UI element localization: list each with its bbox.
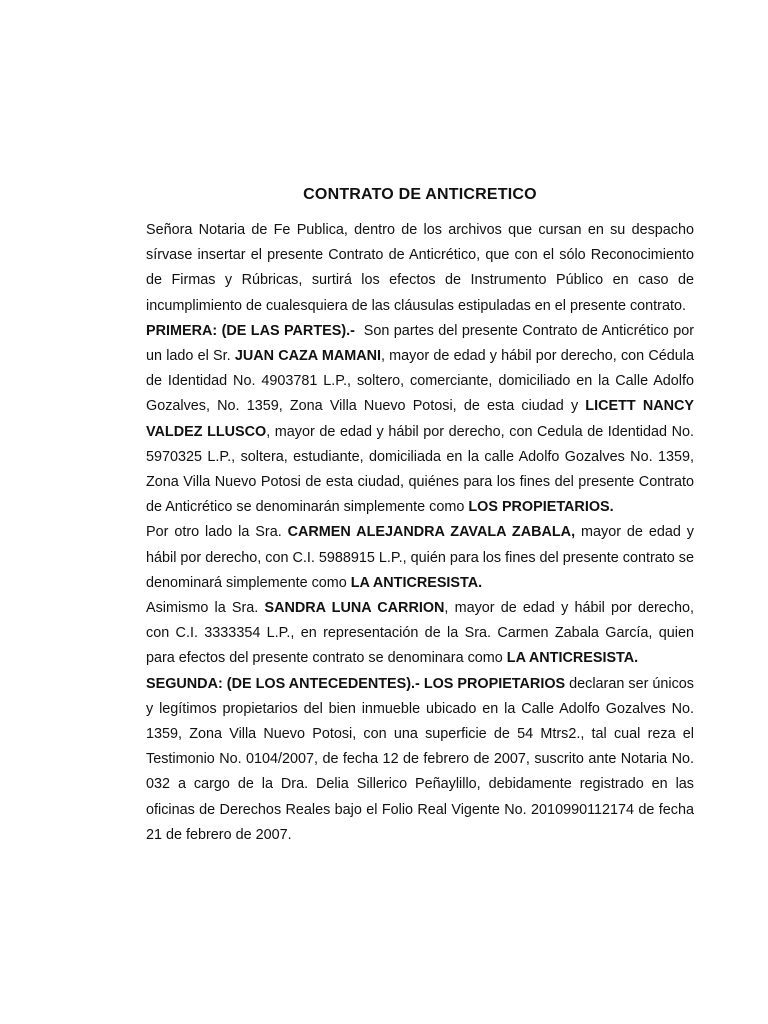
party-name: LICETT NANCY VALDEZ LLUSCO bbox=[146, 398, 694, 440]
paragraph-text: , mayor de edad y hábil por derecho, con Cedula de Identidad No. 5970325 L.P., soltera, estudiante, domiciliada en la calle Adolfo Gozalves No. 1359, Zona Villa Nuevo Potosi de esta ciudad, quiénes para los fines del presente Contrato de Anticrético se denominarán simplemente como bbox=[146, 423, 694, 516]
party-name: CARMEN ALEJANDRA ZAVALA ZABALA, bbox=[287, 524, 576, 541]
paragraph-text: Por otro lado la Sra. bbox=[146, 524, 288, 541]
document-page bbox=[146, 186, 698, 848]
paragraph-text: , mayor de edad y hábil por derecho, con Cédula de Identidad No. 4903781 L.P., soltero, comerciante, domiciliado en la Calle Adolfo Gozalves, No. 1359, Zona Villa Nuevo Potosi, de esta ciudad y bbox=[146, 348, 694, 415]
paragraph-intro bbox=[146, 218, 694, 319]
paragraph-text: mayor de edad y hábil por derecho, con C.I. 5988915 L.P., quién para los fines del presente contrato se denominará simplemente como bbox=[146, 524, 694, 591]
party-name: SANDRA LUNA CARRION bbox=[264, 600, 445, 617]
party-designation: LOS PROPIETARIOS. bbox=[468, 499, 614, 516]
clause-primera bbox=[146, 319, 698, 521]
party-designation: LA ANTICRESISTA. bbox=[506, 650, 639, 667]
clause-heading: PRIMERA: (DE LAS PARTES).- bbox=[146, 322, 355, 339]
clause-segunda bbox=[146, 672, 694, 848]
paragraph-representative bbox=[146, 596, 694, 672]
paragraph-text: Señora Notaria de Fe Publica, dentro de los archivos que cursan en su despacho sírvase insertar el presente Contrato de Anticrético, que con el sólo Reconocimiento de Firmas y Rúbricas, surtirá los efectos de Instrumento Público en caso de incumplimiento de cualesquiera de las cláusulas estipuladas en el presente contrato. bbox=[146, 222, 694, 314]
paragraph-text: , mayor de edad y hábil por derecho, con C.I. 3333354 L.P., en representación de la Sra. Carmen Zabala García, quien para efectos del presente contrato se denominara como bbox=[146, 600, 694, 667]
paragraph-anticresista bbox=[146, 520, 694, 596]
document-title: CONTRATO DE ANTICRETICO bbox=[303, 186, 537, 203]
party-name: JUAN CAZA MAMANI bbox=[234, 348, 381, 365]
clause-heading: SEGUNDA: (DE LOS ANTECEDENTES).- LOS PROPIETARIOS bbox=[146, 675, 566, 692]
paragraph-text: declaran ser únicos y legítimos propietarios del bien inmueble ubicado en la Calle Adolfo Gozalves No. 1359, Zona Villa Nuevo Potosi, con una superficie de 54 Mtrs2., tal cual reza el Testimonio No. 0104/2007, de fecha 12 de febrero de 2007, suscrito ante Notaria No. 032 a cargo de la Dra. Delia Sillerico Peñaylillo, debidamente registrado en las oficinas de Derechos Reales bajo el Folio Real Vigente No. 2010990112174 de fecha 21 de febrero de 2007. bbox=[146, 675, 694, 843]
party-designation: LA ANTICRESISTA. bbox=[350, 574, 483, 591]
paragraph-text: Asimismo la Sra. bbox=[146, 600, 265, 617]
paragraph-text: Son partes del presente Contrato de Anticrético por un lado el Sr. bbox=[146, 322, 698, 365]
